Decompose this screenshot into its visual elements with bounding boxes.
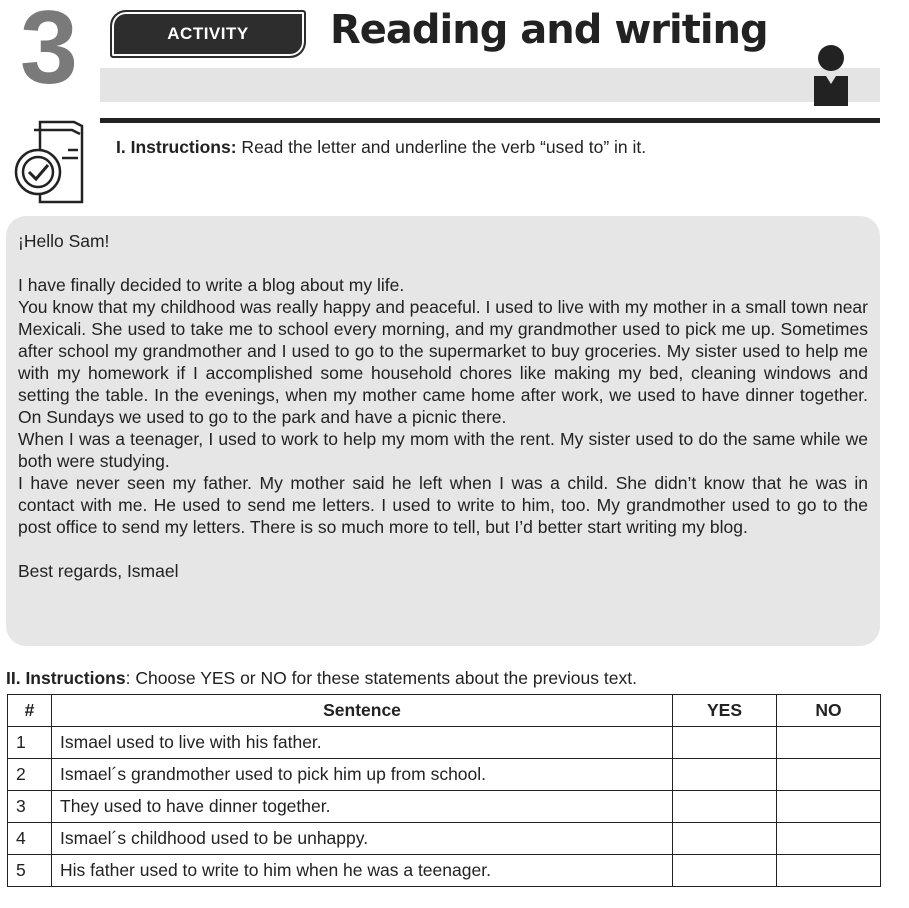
activity-badge: ACTIVITY [110, 10, 306, 58]
header-yes: YES [673, 695, 777, 727]
instructions-1 [116, 137, 646, 158]
header-no: NO [777, 695, 881, 727]
letter-box [6, 216, 880, 646]
no-cell[interactable] [777, 823, 881, 855]
letter-paragraph-4: I have never seen my father. My mother said he left when I was a child. She didn’t know that he was in contact with me. He used to send me letters. I used to write to him, too. My grandmother used to go to the post office to send my letters. There is so much more to tell, but I’d better start writing my blog. [18, 473, 868, 537]
table-row [8, 855, 881, 887]
no-cell[interactable] [777, 727, 881, 759]
yes-no-table [7, 694, 881, 887]
row-sentence: Ismael used to live with his father. [52, 727, 673, 759]
letter-closing: Best regards, Ismael [18, 561, 179, 581]
yes-cell[interactable] [673, 791, 777, 823]
letter-paragraph-1: I have finally decided to write a blog about my life. [18, 275, 405, 295]
book-check-icon [12, 116, 92, 206]
letter-paragraph-2: You know that my childhood was really happy and peaceful. I used to live with my mother in a small town near Mexicali. She used to take me to school every morning, and my grandmother used to pick me up. Sometimes after school my grandmother and I used to go to the supermarket to buy groceries. My sister used to help me with my homework if I accomplished some household chores like making my bed, cleaning windows and setting the table. In the evenings, when my mother came home after work, we used to have dinner together. On Sundays we used to go to the park and have a picnic there. [18, 297, 868, 427]
table-row [8, 791, 881, 823]
instructions-2-text: : Choose YES or NO for these statements about the previous text. [125, 668, 637, 688]
table-header-row [8, 695, 881, 727]
activity-number: 3 [20, 0, 76, 106]
table-row [8, 727, 881, 759]
yes-cell[interactable] [673, 727, 777, 759]
header-rule [100, 118, 880, 123]
no-cell[interactable] [777, 855, 881, 887]
row-number: 1 [8, 727, 52, 759]
header-gray-bar [100, 68, 880, 102]
yes-cell[interactable] [673, 855, 777, 887]
row-sentence: They used to have dinner together. [52, 791, 673, 823]
instructions-1-label: I. Instructions: [116, 137, 237, 157]
table-row [8, 823, 881, 855]
no-cell[interactable] [777, 791, 881, 823]
row-number: 3 [8, 791, 52, 823]
letter-paragraph-3: When I was a teenager, I used to work to help my mom with the rent. My sister used to do the same while we both were studying. [18, 429, 868, 471]
row-number: 4 [8, 823, 52, 855]
letter-greeting: ¡Hello Sam! [18, 231, 110, 251]
row-sentence: Ismael´s childhood used to be unhappy. [52, 823, 673, 855]
instructions-1-text: Read the letter and underline the verb “used to” in it. [236, 137, 647, 157]
row-sentence: Ismael´s grandmother used to pick him up from school. [52, 759, 673, 791]
no-cell[interactable] [777, 759, 881, 791]
person-icon [812, 44, 850, 106]
row-number: 2 [8, 759, 52, 791]
page-title: Reading and writing [330, 7, 768, 53]
header-number: # [8, 695, 52, 727]
instructions-2-label: II. Instructions [6, 668, 126, 688]
table-row [8, 759, 881, 791]
instructions-2 [6, 668, 637, 689]
yes-cell[interactable] [673, 759, 777, 791]
row-number: 5 [8, 855, 52, 887]
row-sentence: His father used to write to him when he was a teenager. [52, 855, 673, 887]
yes-cell[interactable] [673, 823, 777, 855]
header-sentence: Sentence [52, 695, 673, 727]
